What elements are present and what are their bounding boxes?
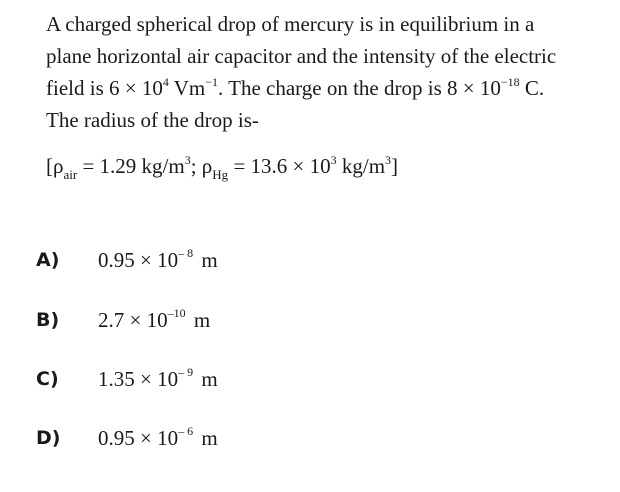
air-subscript: air	[63, 167, 78, 182]
question-line-4: The radius of the drop is-	[46, 108, 259, 132]
hg-subscript: Hg	[212, 167, 229, 182]
option-value	[98, 245, 218, 273]
air-density-exponent: 3	[184, 153, 191, 167]
option-value	[98, 364, 218, 392]
question-text	[46, 8, 606, 136]
option-label: D)	[36, 427, 61, 449]
option-exponent: –10	[167, 305, 186, 320]
charge-exponent: −18	[500, 75, 520, 89]
charge-value-text: . The charge on the drop is 8 × 10	[218, 76, 501, 100]
option-base: 1.35 × 10	[98, 366, 179, 391]
rho-air-symbol: [ρ	[46, 154, 64, 178]
option-base: 2.7 × 10	[98, 307, 168, 332]
option-c[interactable]	[36, 364, 218, 394]
field-unit-text: Vm	[168, 76, 206, 100]
field-exponent: 4	[162, 75, 169, 89]
air-density-value: = 1.29 kg/m	[77, 154, 185, 178]
hg-unit-exponent: 3	[385, 153, 392, 167]
field-value-text: field is 6 × 10	[46, 76, 163, 100]
option-exponent: – 6	[178, 423, 194, 438]
option-d[interactable]	[36, 423, 218, 453]
question-line-2: plane horizontal air capacitor and the intensity of the electric	[46, 44, 557, 68]
density-data	[46, 150, 398, 182]
hg-density-exponent: 3	[330, 153, 337, 167]
option-a[interactable]	[36, 245, 218, 275]
option-value	[98, 423, 218, 451]
closing-bracket: ]	[391, 154, 399, 178]
field-unit-exponent: −1	[205, 75, 218, 89]
rho-hg-symbol: ; ρ	[190, 154, 213, 178]
option-label: B)	[36, 309, 60, 331]
option-label: A)	[36, 249, 60, 271]
option-exponent: – 8	[178, 245, 194, 260]
option-unit: m	[188, 307, 211, 332]
question-line-3	[46, 72, 606, 104]
hg-density-unit: kg/m	[336, 154, 386, 178]
option-exponent: – 9	[178, 364, 194, 379]
option-unit: m	[196, 366, 218, 391]
option-label: C)	[36, 368, 59, 390]
option-unit: m	[196, 247, 218, 272]
option-base: 0.95 × 10	[98, 247, 179, 272]
question-line-1: A charged spherical drop of mercury is in equilibrium in a	[46, 12, 535, 36]
charge-unit-text: C.	[519, 76, 545, 100]
option-unit: m	[196, 425, 218, 450]
option-value	[98, 305, 211, 333]
hg-density-value: = 13.6 × 10	[228, 154, 331, 178]
option-base: 0.95 × 10	[98, 425, 179, 450]
option-b[interactable]	[36, 305, 210, 335]
